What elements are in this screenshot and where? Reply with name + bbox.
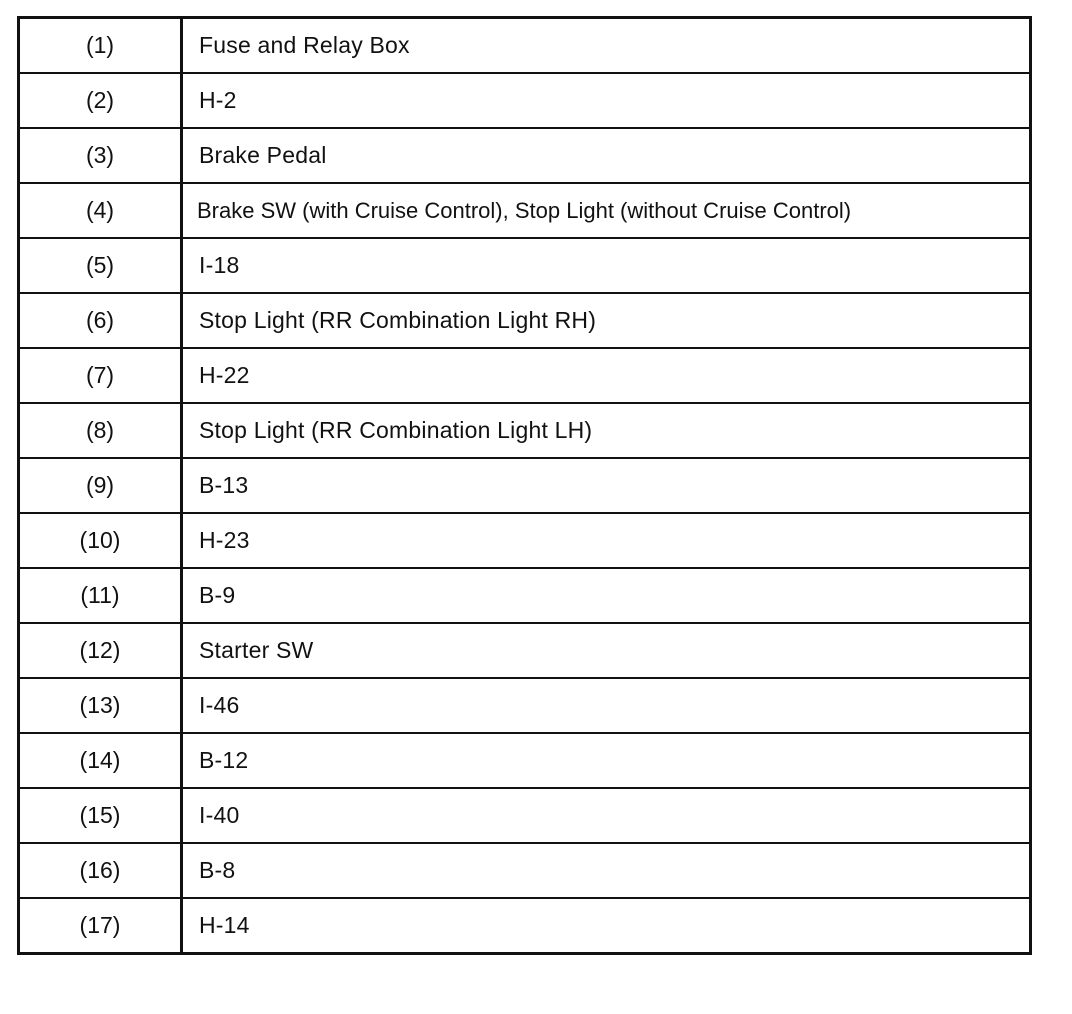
row-number: (7) — [19, 348, 182, 403]
table-row — [19, 568, 1031, 623]
row-description: B-13 — [182, 458, 1031, 513]
table-row — [19, 238, 1031, 293]
row-number: (10) — [19, 513, 182, 568]
row-description: H-23 — [182, 513, 1031, 568]
table-row — [19, 733, 1031, 788]
table-row — [19, 128, 1031, 183]
table-row — [19, 513, 1031, 568]
row-description: I-40 — [182, 788, 1031, 843]
row-description: Brake SW (with Cruise Control), Stop Light (without Cruise Control) — [182, 183, 1031, 238]
row-description: B-8 — [182, 843, 1031, 898]
row-number: (16) — [19, 843, 182, 898]
table-row — [19, 183, 1031, 238]
row-number: (2) — [19, 73, 182, 128]
row-number: (6) — [19, 293, 182, 348]
table-row — [19, 458, 1031, 513]
row-description: I-18 — [182, 238, 1031, 293]
row-number: (5) — [19, 238, 182, 293]
row-description: Brake Pedal — [182, 128, 1031, 183]
row-number: (15) — [19, 788, 182, 843]
row-description: I-46 — [182, 678, 1031, 733]
table-row — [19, 348, 1031, 403]
row-description: Stop Light (RR Combination Light LH) — [182, 403, 1031, 458]
table-row — [19, 403, 1031, 458]
row-description: Stop Light (RR Combination Light RH) — [182, 293, 1031, 348]
row-description: B-12 — [182, 733, 1031, 788]
row-description: H-2 — [182, 73, 1031, 128]
connector-legend-table — [17, 16, 1032, 955]
row-number: (11) — [19, 568, 182, 623]
row-number: (17) — [19, 898, 182, 954]
row-number: (1) — [19, 18, 182, 74]
row-description: H-14 — [182, 898, 1031, 954]
row-description: Starter SW — [182, 623, 1031, 678]
table-row — [19, 788, 1031, 843]
row-description: H-22 — [182, 348, 1031, 403]
row-number: (13) — [19, 678, 182, 733]
row-number: (4) — [19, 183, 182, 238]
table-row — [19, 18, 1031, 74]
row-number: (12) — [19, 623, 182, 678]
table-row — [19, 678, 1031, 733]
table-row — [19, 73, 1031, 128]
row-number: (8) — [19, 403, 182, 458]
table-row — [19, 898, 1031, 954]
table-row — [19, 293, 1031, 348]
row-number: (14) — [19, 733, 182, 788]
table-row — [19, 623, 1031, 678]
row-description: B-9 — [182, 568, 1031, 623]
row-description: Fuse and Relay Box — [182, 18, 1031, 74]
table-row — [19, 843, 1031, 898]
row-number: (9) — [19, 458, 182, 513]
row-number: (3) — [19, 128, 182, 183]
